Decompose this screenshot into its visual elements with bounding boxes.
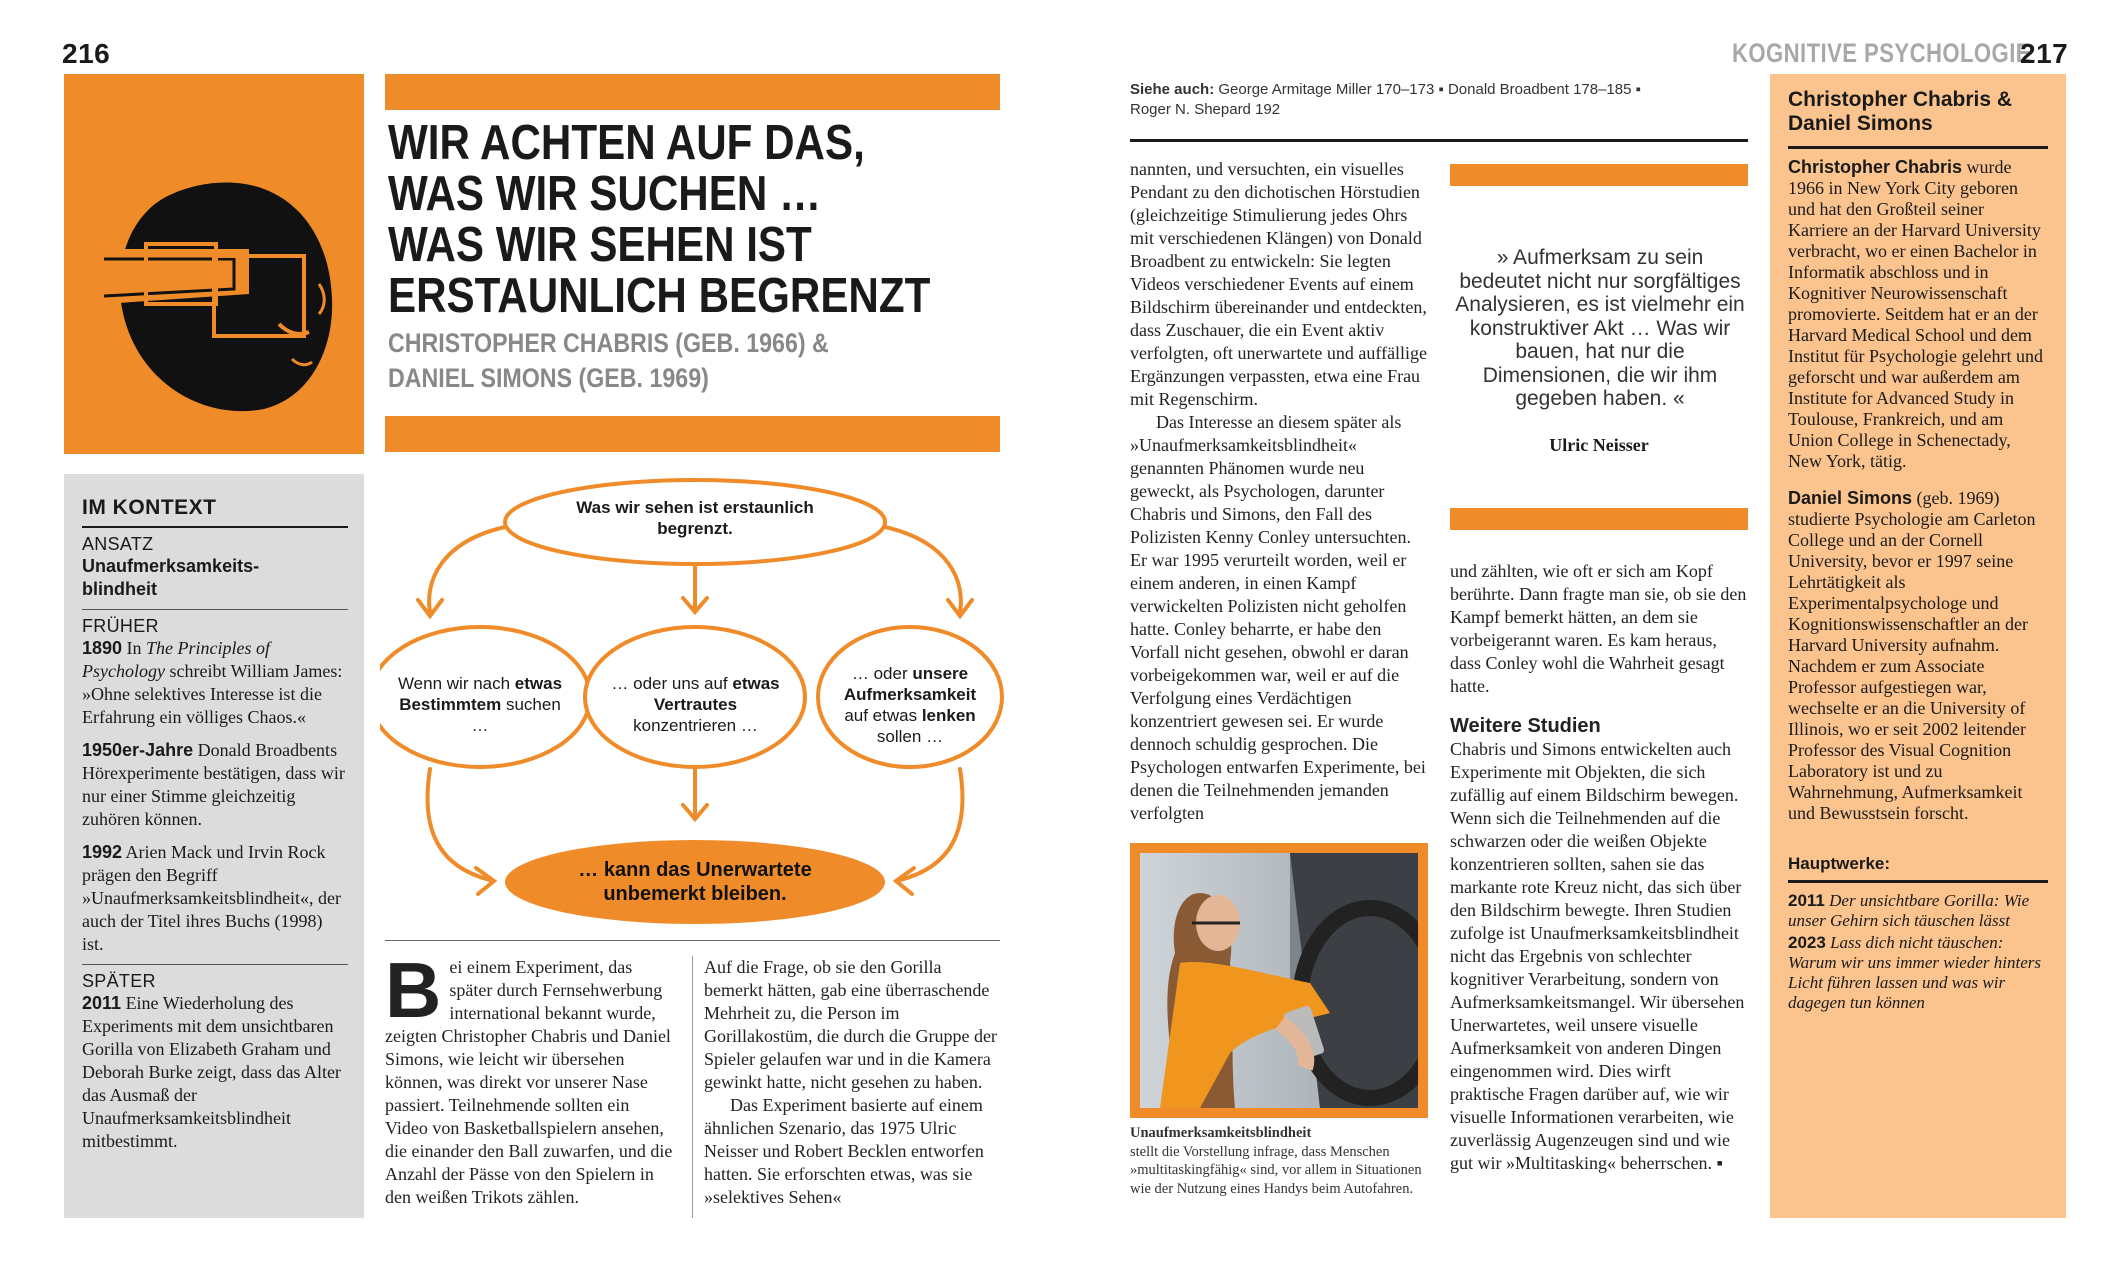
head-with-film-camera-icon xyxy=(64,74,364,454)
pull-quote: » Aufmerksam zu sein bedeutet nicht nur sorgfältiges Analysieren, es ist vielmehr ein konstruktiver Akt … Was wir bauen, hat nur die Dimensionen, die wir ihm gegeben haben. « xyxy=(1455,246,1745,410)
context-divider xyxy=(82,526,348,528)
entry-text: In xyxy=(122,638,147,658)
body-column-2 xyxy=(704,956,1000,1209)
caption-text: stellt die Vorstellung infrage, dass Menschen »multitaskingfähig« sind, vor allem in Situationen wie der Nutzung eines Handys beim Autofahren. xyxy=(1130,1143,1422,1197)
see-also-rule xyxy=(1130,139,1748,142)
entry-year: 2011 xyxy=(82,993,122,1013)
page-number-left: 216 xyxy=(62,38,111,69)
earlier-entry xyxy=(82,637,348,729)
diagram-middle-node xyxy=(608,673,783,736)
bio-name: Christopher Chabris xyxy=(1788,157,1963,177)
body-paragraph: und zählten, wie oft er sich am Kopf berührte. Dann fragte man sie, ob sie den Kampf bemerkt hätten, an dem sie vorbeigerannt waren. Es kam heraus, dass Conley wohl die Wahrheit gesagt hatte. xyxy=(1450,561,1747,696)
bio-text: wurde 1966 in New York City geboren und hat den Großteil seiner Karriere an der Harvard University verbracht, wo er einen Bachelor in Informatik abschloss und in Kognitiver Neurowissenschaft promovierte. Seitdem hat er an der Harvard Medical School und dem Institut für Psychologie gelehrt und geforscht und war außerdem am Institute for Advanced Study in Toulouse, Frankreich, und am Union College in Schenectady, New York, tätig. xyxy=(1788,157,2043,471)
body-column-4 xyxy=(1450,560,1748,1175)
works-heading: Hauptwerke: xyxy=(1788,854,1891,873)
bio-paragraph xyxy=(1788,488,2048,824)
later-entry xyxy=(82,992,348,1153)
woman-driving-with-phone-photo xyxy=(1140,853,1418,1108)
node-emphasis: lenken xyxy=(921,706,976,725)
body-paragraph: Das Experiment basierte auf einem ähnlichen Szenario, das 1975 Ulric Neisser und Robert Becklen entworfen hatten. Sie erforschten etwas, was sie »selektives Sehen« xyxy=(704,1095,984,1207)
context-divider xyxy=(82,609,348,610)
headline-authors xyxy=(388,326,1008,396)
node-text: … oder uns auf xyxy=(611,674,733,693)
see-also-label: Siehe auch: xyxy=(1130,81,1215,98)
body-rule-left xyxy=(385,940,1000,941)
headline-line: WAS WIR SUCHEN … xyxy=(388,167,822,221)
context-box xyxy=(64,474,364,1218)
node-emphasis: unsere Aufmerksamkeit xyxy=(843,664,977,704)
node-emphasis: etwas Vertrautes xyxy=(653,674,780,714)
body-column-1 xyxy=(385,946,675,1209)
headline-line: ERSTAUNLICH BEGRENZT xyxy=(388,269,931,323)
node-text: auf etwas xyxy=(844,706,922,725)
work-title: Lass dich nicht täuschen: Warum wir uns immer wieder hinters Licht führen lassen und was wir dagegen tun können xyxy=(1788,933,2041,1012)
headline xyxy=(388,118,1008,322)
work-entry xyxy=(1788,891,2048,931)
entry-text: schreibt William James: »Ohne selektives Interesse ist die Erfahrung ein völliges Chaos.« xyxy=(82,661,343,727)
approach-label: ANSATZ xyxy=(82,534,154,554)
work-entry xyxy=(1788,933,2048,1013)
diagram-bottom-node: … kann das Unerwartete unbemerkt bleiben. xyxy=(578,859,812,905)
node-text: Wenn wir nach xyxy=(397,674,515,693)
works-divider xyxy=(1788,880,2048,883)
book-title: The Principles of Psychology xyxy=(82,638,271,681)
quote-author: Ulric Neisser xyxy=(1549,435,1649,455)
later-label: SPÄTER xyxy=(82,971,156,991)
section-heading: Weitere Studien xyxy=(1450,715,1601,737)
node-text: konzentrieren … xyxy=(633,716,758,735)
see-also xyxy=(1130,80,1750,120)
caption-title: Unaufmerksamkeitsblindheit xyxy=(1130,1125,1312,1141)
bio-divider xyxy=(1788,146,2048,149)
node-emphasis: etwas Bestimmtem xyxy=(399,674,563,714)
author-line: DANIEL SIMONS (GEB. 1969) xyxy=(388,363,709,393)
diagram-top-node: Was wir sehen ist erstaunlich begrenzt. xyxy=(576,498,814,538)
earlier-entry xyxy=(82,841,348,956)
context-heading: IM KONTEXT xyxy=(82,496,217,519)
head-illustration xyxy=(64,74,364,454)
see-also-line xyxy=(1130,80,1750,100)
quote-bottom-bar xyxy=(1450,508,1748,530)
headline-top-bar xyxy=(385,74,1000,110)
drop-cap: B xyxy=(385,946,442,1034)
entry-text: Arien Mack und Irvin Rock prägen den Begriff »Unaufmerksamkeitsblindheit«, der auch der Titel ihres Buchs (1998) ist. xyxy=(82,842,341,954)
body-column-3 xyxy=(1130,158,1430,825)
work-year: 2011 xyxy=(1788,891,1825,910)
diagram-left-node xyxy=(395,673,565,736)
entry-year: 1890 xyxy=(82,638,123,658)
photo-caption xyxy=(1130,1124,1430,1198)
headline-bottom-bar xyxy=(385,416,1000,452)
section-title: KOGNITIVE PSYCHOLOGIE xyxy=(1732,38,2031,68)
entry-year: 1950er-Jahre xyxy=(82,740,194,760)
headline-line: WIR ACHTEN AUF DAS, xyxy=(388,116,865,170)
see-also-line: Roger N. Shepard 192 xyxy=(1130,101,1281,118)
node-text: … oder xyxy=(851,664,913,683)
body-paragraph: Auf die Frage, ob sie den Gorilla bemerkt hätten, gab eine überraschende Mehrheit zu, die Person im Gorillakostüm, die durch die Gruppe der Spieler gelaufen war und in die Kamera gewinkt hatte, nicht gesehen zu haben. xyxy=(704,957,997,1092)
node-text: suchen … xyxy=(471,695,561,735)
work-year: 2023 xyxy=(1788,933,1826,952)
bio-paragraph xyxy=(1788,157,2048,472)
page-number-right: 217 xyxy=(2020,38,2069,69)
headline-line: WAS WIR SEHEN IST xyxy=(388,218,812,272)
entry-text: Donald Broadbents Hörexperimente bestätigen, dass wir nur einer Stimme gleichzeitig zuhören können. xyxy=(82,740,345,829)
photo-frame xyxy=(1130,843,1428,1118)
earlier-label: FRÜHER xyxy=(82,616,159,636)
body-paragraph: Chabris und Simons entwickelten auch Experimente mit Objekten, die sich zufällig auf einem Bildschirm bewegen. Wenn sich die Teilnehmenden auf die schwarzen oder die weißen Objekte konzentrieren sollten, sahen sie das markante rote Kreuz nicht, das sich über den Bildschirm bewegte. Ihren Studien zufolge ist Unaufmerksamkeitsblindheit nicht das Ergebnis von schlechter kognitiver Verarbeitung, sondern von Aufmerksamkeitsmangel. Wir übersehen Unerwartetes, weil unsere visuelle Aufmerksamkeit von anderen Dingen eingenommen wird. Dies wirft praktische Fragen darüber auf, wie wir visuelle Informationen verarbeiten, wie zuverlässig Augenzeugen sind und wie gut wir »Multitasking« beherrschen. ▪ xyxy=(1450,739,1745,1173)
entry-year: 1992 xyxy=(82,842,123,862)
earlier-entry xyxy=(82,739,348,831)
node-text: sollen … xyxy=(876,727,944,746)
body-paragraph: nannten, und versuchten, ein visuelles Pendant zu den dichotischen Hörstudien (gleichzeitige Stimulierung jedes Ohrs mit verschiedenen Klängen) von Donald Broadbent zu entwickeln: Sie legten Videos verschiedener Events auf einem Bildschirm übereinander und entdeckten, dass Zuschauer, die ein Event aktiv verfolgten, oft unerwartete und auffällige Ergänzungen verpassten, etwa eine Frau mit Regenschirm. xyxy=(1130,159,1428,409)
bio-name: Daniel Simons xyxy=(1788,488,1913,508)
column-divider xyxy=(692,956,693,1218)
diagram-right-node xyxy=(830,663,990,747)
bio-text: (geb. 1969) studierte Psychologie am Carleton College und an der Cornell University, bevor er 1997 seine Lehrtätigkeit als Experimentalpsychologe und Kognitionswissenschaftler an der Harvard University aufnahm. Nachdem er zum Associate Professor aufgestiegen war, wechselte er an die University of Illinois, wo er seit 2002 leitender Professor des Visual Cognition Laboratory ist und zu Wahrnehmung, Aufmerksamkeit und Bewusstsein forscht. xyxy=(1788,488,2036,823)
body-text: ei einem Experiment, das später durch Fernsehwerbung international bekannt wurde, zeigten Christopher Chabris und Daniel Simons, wie leicht wir übersehen können, was direkt vor unserer Nase passiert. Teilnehmende sollten ein Video von Basketballspielern ansehen, die einander den Ball zuwarfen, und die Anzahl der Pässe von den Spielern in den weißen Trikots zählen. xyxy=(385,957,673,1207)
body-paragraph: Das Interesse an diesem später als »Unaufmerksamkeitsblindheit« genannten Phänomen wurde neu geweckt, als Psychologen, darunter Chabris und Simons, den Fall des Polizisten Kenny Conley untersuchten. Er war 1995 verurteilt worden, weil er einem anderen, in einen Kampf verwickelten Polizisten nicht geholfen hatte. Conley beharrte, er habe den Vorfall nicht gesehen, obwohl er daran vorbeigekommen war, weil er auf die Verfolgung eines Verdächtigen konzentriert gewesen sei. Er wurde dennoch schuldig gesprochen. Die Psychologen entwarfen Experimente, bei denen die Teilnehmenden jemanden verfolgten xyxy=(1130,412,1426,823)
bio-box xyxy=(1770,74,2066,1218)
entry-text: Eine Wiederholung des Experiments mit dem unsichtbaren Gorilla von Elizabeth Graham und Deborah Burke zeigt, dass das Alter das Ausmaß der Unaufmerksamkeitsblindheit mitbestimmt. xyxy=(82,993,341,1151)
approach-value: Unaufmerksamkeits- blindheit xyxy=(82,556,260,599)
see-also-refs: George Armitage Miller 170–173 ▪ Donald Broadbent 178–185 ▪ xyxy=(1214,81,1641,98)
work-title: Der unsichtbare Gorilla: Wie unser Gehirn sich täuschen lässt xyxy=(1788,891,2030,930)
author-line: CHRISTOPHER CHABRIS (GEB. 1966) & xyxy=(388,328,829,358)
quote-top-bar xyxy=(1450,164,1748,186)
bio-heading: Christopher Chabris & Daniel Simons xyxy=(1788,88,2013,135)
context-divider xyxy=(82,964,348,965)
